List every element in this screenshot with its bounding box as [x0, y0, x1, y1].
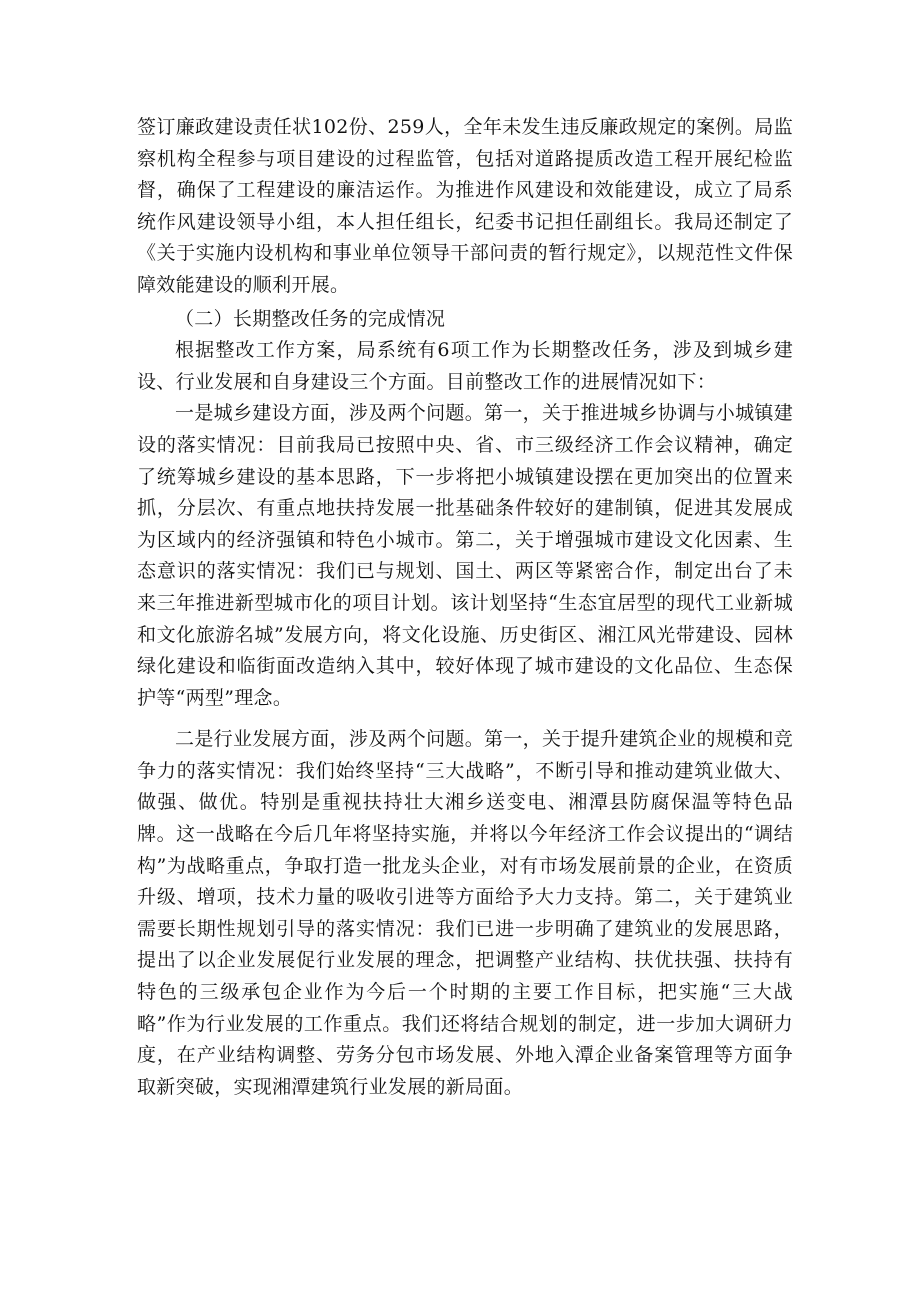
paragraph-continuation: 签订廉政建设责任状102份、259人，全年未发生违反廉政规定的案例。局监察机构全程参与项目建设的过程监管，包括对道路提质改造工程开展纪检监督，确保了工程建设的廉洁运作。为推进作风建设和效能建设，成立了局系统作风建设领导小组，本人担任组长，纪委书记担任副组长。我局还制定了《关于实施内设机构和事业单位领导干部问责的暂行规定》，以规范性文件保障效能建设的顺利开展。 — [137, 116, 793, 296]
paragraph-overview: 根据整改工作方案，局系统有6项工作为长期整改任务，涉及到城乡建设、行业发展和自身建设三个方面。目前整改工作的进展情况如下： — [137, 339, 793, 393]
paragraph-industry: 二是行业发展方面，涉及两个问题。第一，关于提升建筑企业的规模和竞争力的落实情况：我们始终坚持“三大战略”，不断引导和推动建筑业做大、做强、做优。特别是重视扶持壮大湘乡送变电、湘潭县防腐保温等特色品牌。这一战略在今后几年将坚持实施，并将以今年经济工作会议提出的“调结构”为战略重点，争取打造一批龙头企业，对有市场发展前景的企业，在资质升级、增项，技术力量的吸收引进等方面给予大力支持。第二，关于建筑业需要长期性规划引导的落实情况：我们已进一步明确了建筑业的发展思路，提出了以企业发展促行业发展的理念，把调整产业结构、扶优扶强、扶持有特色的三级承包企业作为今后一个时期的主要工作目标，把实施“三大战略”作为行业发展的工作重点。我们还将结合规划的制定，进一步加大调研力度，在产业结构调整、劳务分包市场发展、外地入潭企业备案管理等方面争取新突破，实现湘潭建筑行业发展的新局面。 — [137, 728, 793, 1098]
paragraph-urban-rural: 一是城乡建设方面，涉及两个问题。第一，关于推进城乡协调与小城镇建设的落实情况：目前我局已按照中央、省、市三级经济工作会议精神，确定了统筹城乡建设的基本思路，下一步将把小城镇建设摆在更加突出的位置来抓，分层次、有重点地扶持发展一批基础条件较好的建制镇，促进其发展成为区域内的经济强镇和特色小城市。第二，关于增强城市建设文化因素、生态意识的落实情况：我们已与规划、国土、两区等紧密合作，制定出台了未来三年推进新型城市化的项目计划。该计划坚持“生态宜居型的现代工业新城和文化旅游名城”发展方向，将文化设施、历史街区、湘江风光带建设、园林绿化建设和临街面改造纳入其中，较好体现了城市建设的文化品位、生态保护等“两型”理念。 — [137, 402, 793, 709]
section-heading: （二）长期整改任务的完成情况 — [175, 307, 446, 330]
document-body — [137, 112, 793, 1103]
